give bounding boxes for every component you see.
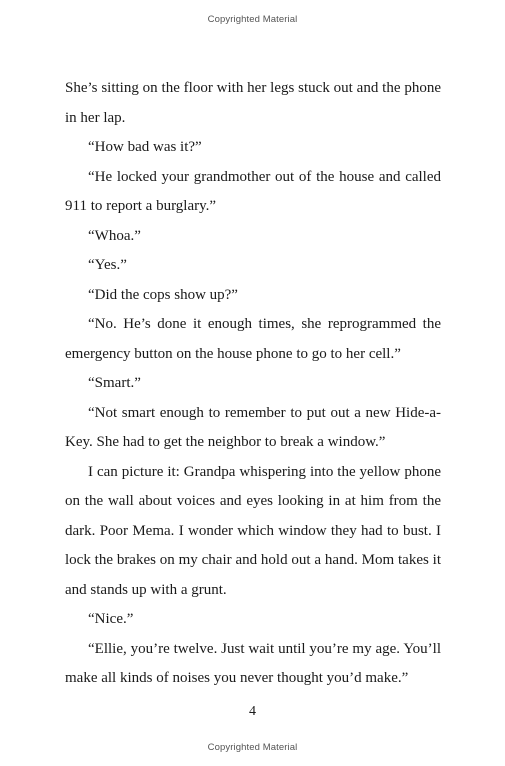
paragraph: “Ellie, you’re twelve. Just wait until you’re my age. You’ll make all kinds of noises you never thought you’d make.”: [65, 640, 441, 686]
copyright-header: Copyrighted Material: [207, 14, 298, 25]
paragraph: “He locked your grandmother out of the house and called 911 to report a burglary.”: [65, 168, 441, 214]
paragraph: “Did the cops show up?”: [88, 286, 238, 303]
paragraph: “No. He’s done it enough times, she reprogrammed the emergency button on the house phone to go to her cell.”: [65, 316, 441, 362]
paragraph: “Not smart enough to remember to put out a new Hide-a-Key. She had to get the neighbor to break a window.”: [65, 404, 441, 450]
paragraph: “Yes.”: [88, 257, 127, 273]
paragraph: “Nice.”: [88, 611, 134, 627]
paragraph: “Whoa.”: [88, 227, 141, 244]
paragraph: She’s sitting on the floor with her legs stuck out and the phone in her lap.: [65, 80, 441, 126]
paragraph: “Smart.”: [88, 375, 141, 391]
paragraph: I can picture it: Grandpa whispering into the yellow phone on the wall about voices and eyes looking in at him from the dark. Poor Mema. I wonder which window they had to bust. I lock the brakes on my chair and hold out a hand. Mom takes it and stands up with a grunt.: [65, 463, 441, 598]
copyright-footer: Copyrighted Material: [207, 742, 298, 753]
paragraph: “How bad was it?”: [88, 139, 202, 155]
page-number: 4: [249, 704, 256, 719]
page-body: [65, 74, 441, 694]
